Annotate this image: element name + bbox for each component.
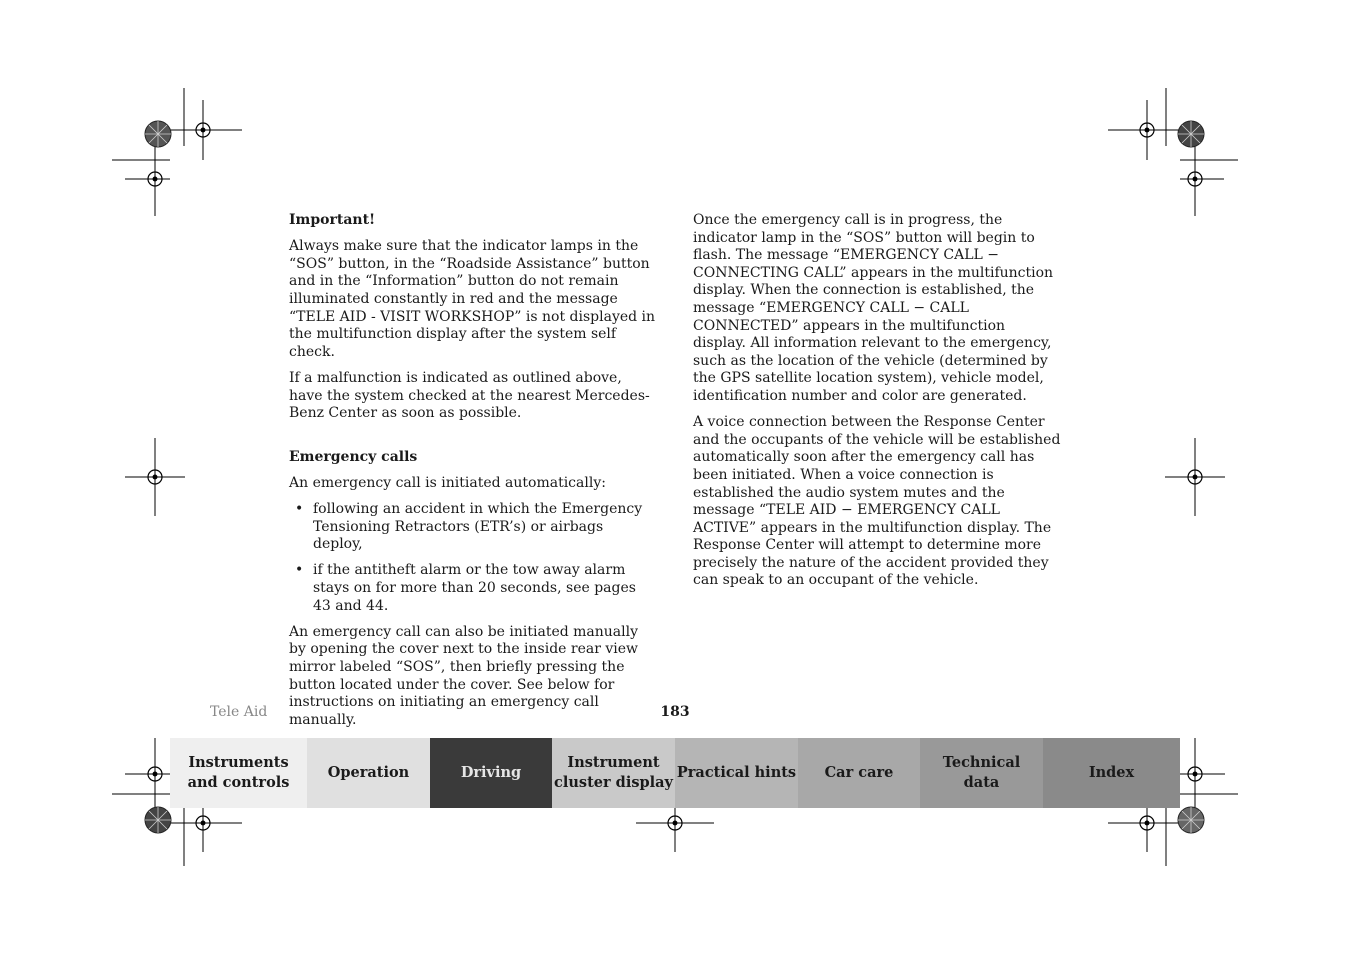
bullet-icon: • xyxy=(295,562,304,579)
tab-operation[interactable]: Operation xyxy=(307,738,430,808)
voice-connection-paragraph: A voice connection between the Response Center and the occupants of the vehicle will be established automatically soon after the emergency call has been initiated. When a voice connection is established the audio system mutes and the message “TELE AID − EMERGENCY CALL ACTIVE” appears in the multifunction display. The Response Center will attempt to determine more precisely the nature of the accident provided they can speak to an occupant of the vehicle. xyxy=(693,414,1061,589)
bullet-icon: • xyxy=(295,501,304,518)
left-column xyxy=(289,212,657,738)
emergency-calls-heading: Emergency calls xyxy=(289,448,418,465)
tab-driving[interactable]: Driving xyxy=(430,738,552,808)
malfunction-paragraph: If a malfunction is indicated as outlined above, have the system checked at the nearest Mercedes-Benz Center as soon as possible. xyxy=(289,369,650,422)
tab-technical-data[interactable]: Technical data xyxy=(920,738,1043,808)
manual-call-paragraph: An emergency call can also be initiated manually by opening the cover next to the inside rear view mirror labeled “SOS”, then briefly pressing the button located under the cover. See below for instructions on initiating an emergency call manually. xyxy=(289,623,639,728)
right-column xyxy=(693,212,1061,599)
trigger-list xyxy=(289,501,657,615)
chapter-nav xyxy=(170,738,1180,808)
tab-index[interactable]: Index xyxy=(1043,738,1180,808)
important-paragraph: Always make sure that the indicator lamps in the “SOS” button, in the “Roadside Assistance” button and in the “Information” button do not remain illuminated constantly in red and the message “TELE AID - VISIT WORKSHOP” is not displayed in the multifunction display after the system self check. xyxy=(289,238,656,360)
list-item-text: if the antitheft alarm or the tow away alarm stays on for more than 20 seconds, see pages 43 and 44. xyxy=(313,562,636,614)
tab-car-care[interactable]: Car care xyxy=(798,738,920,808)
emergency-intro-paragraph: An emergency call is initiated automatically: xyxy=(289,474,606,491)
important-heading: Important! xyxy=(289,212,376,228)
tab-practical-hints[interactable]: Practical hints xyxy=(675,738,798,808)
tab-instrument-cluster-display[interactable]: Instrument cluster display xyxy=(552,738,675,808)
list-item xyxy=(289,501,657,554)
call-progress-paragraph: Once the emergency call is in progress, the indicator lamp in the “SOS” button will begin to flash. The message “EMERGENCY CALL − CONNECTING CALL” appears in the multifunction display. When the connection is established, the message “EMERGENCY CALL − CALL CONNECTED” appears in the multifunction display. All information relevant to the emergency, such as the location of the vehicle (determined by the GPS satellite location system), vehicle model, identification number and color are generated. xyxy=(693,212,1054,404)
section-title: Tele Aid xyxy=(210,704,268,720)
list-item xyxy=(289,562,657,615)
list-item-text: following an accident in which the Emergency Tensioning Retractors (ETR’s) or airbags deploy, xyxy=(313,501,643,553)
tab-instruments-and-controls[interactable]: Instruments and controls xyxy=(170,738,307,808)
page-number: 183 xyxy=(660,704,690,720)
